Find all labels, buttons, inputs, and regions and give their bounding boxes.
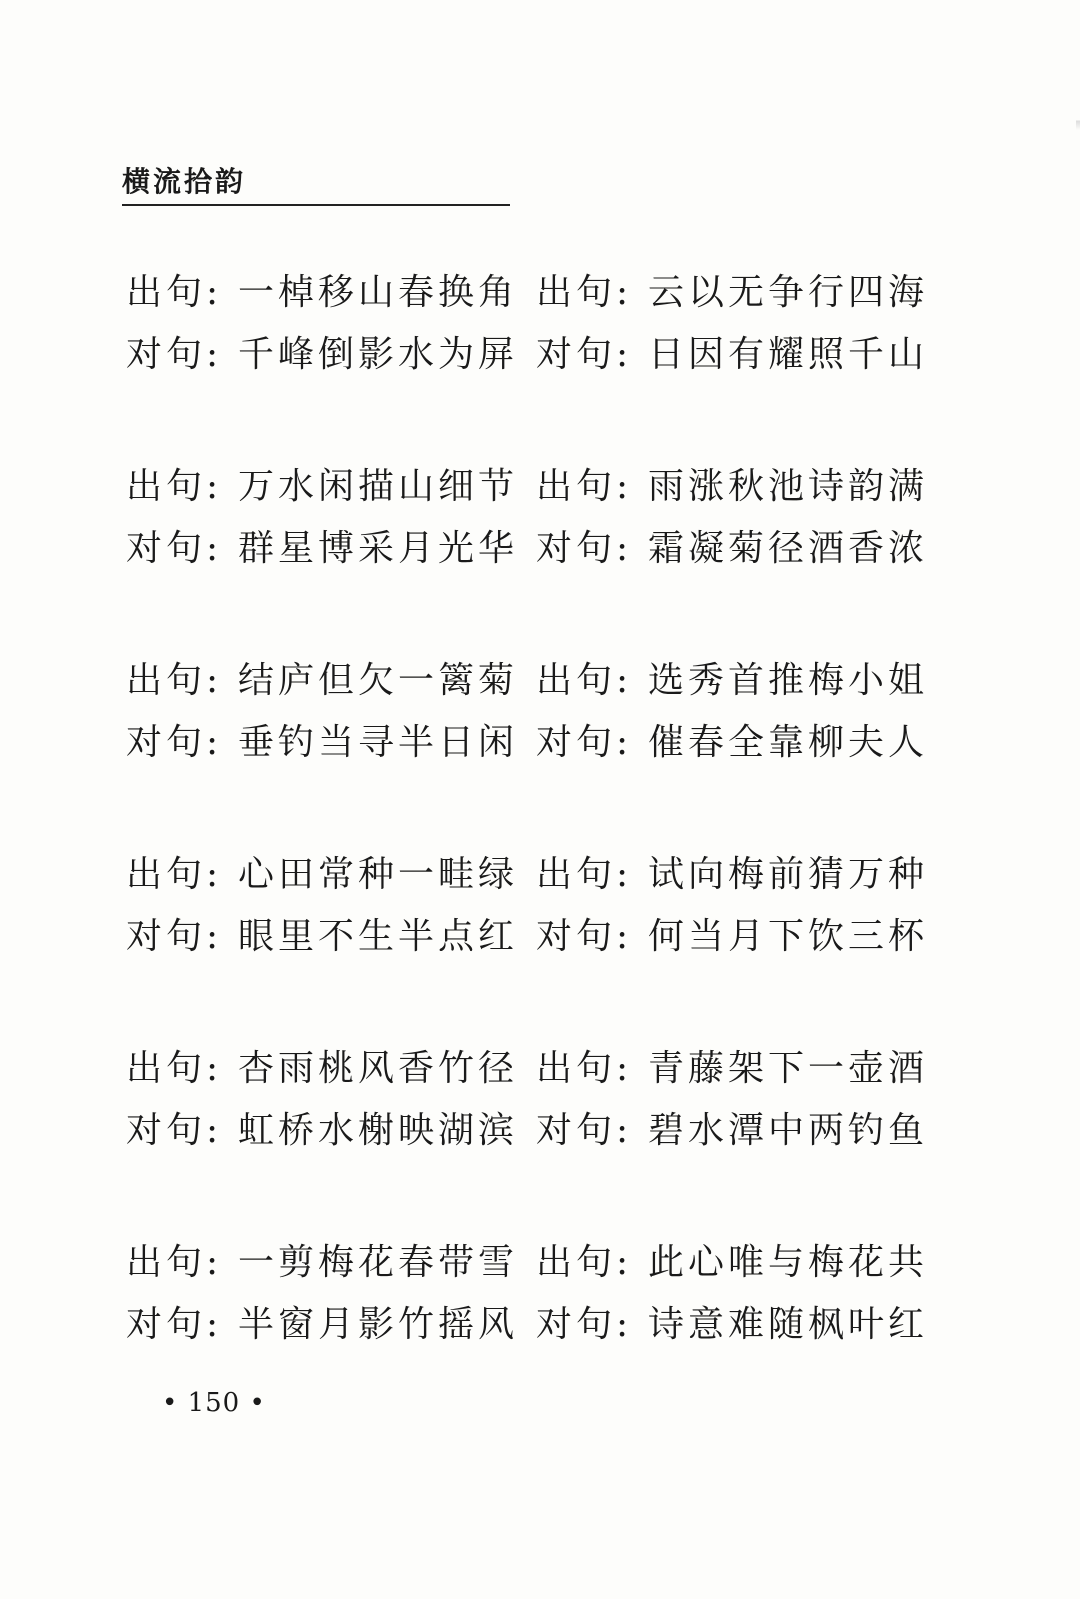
first-line-label: 出句: — [536, 1048, 633, 1089]
couplet-left — [126, 456, 536, 580]
first-line-label: 出句: — [536, 466, 633, 507]
first-line-label: 出句: — [126, 854, 223, 895]
couplet-second-line — [536, 712, 946, 774]
first-line-label: 出句: — [126, 466, 223, 507]
first-line-label: 出句: — [126, 1242, 223, 1283]
second-line-text: 眼里不生半点红 — [238, 916, 519, 957]
second-line-text: 霜凝菊径酒香浓 — [648, 528, 929, 569]
second-line-text: 碧水潭中两钓鱼 — [648, 1110, 929, 1151]
second-line-text: 群星博采月光华 — [238, 528, 519, 569]
second-line-text: 催春全靠柳夫人 — [648, 722, 929, 763]
second-line-label: 对句: — [536, 334, 633, 375]
first-line-label: 出句: — [126, 272, 223, 313]
couplet-first-line — [126, 1232, 536, 1294]
second-line-label: 对句: — [126, 916, 223, 957]
second-line-label: 对句: — [536, 1304, 633, 1345]
second-line-text: 虹桥水榭映湖滨 — [238, 1110, 519, 1151]
couplet-first-line — [536, 262, 946, 324]
first-line-label: 出句: — [536, 660, 633, 701]
second-line-label: 对句: — [126, 528, 223, 569]
second-line-text: 垂钓当寻半日闲 — [238, 722, 519, 763]
first-line-text: 此心唯与梅花共 — [648, 1242, 929, 1283]
book-title: 横流拾韵 — [122, 165, 247, 198]
couplet-second-line — [126, 906, 536, 968]
couplet-first-line — [536, 456, 946, 518]
couplet-first-line — [126, 1038, 536, 1100]
couplet-left — [126, 1232, 536, 1356]
couplet-left — [126, 650, 536, 774]
couplet-second-line — [126, 518, 536, 580]
first-line-text: 心田常种一畦绿 — [238, 854, 519, 895]
couplet-first-line — [126, 650, 536, 712]
first-line-text: 结庐但欠一篱菊 — [238, 660, 519, 701]
second-line-text: 何当月下饮三杯 — [648, 916, 929, 957]
second-line-label: 对句: — [536, 722, 633, 763]
couplet-group — [126, 1232, 946, 1356]
first-line-text: 万水闲描山细节 — [238, 466, 519, 507]
running-header — [122, 164, 510, 206]
first-line-label: 出句: — [126, 1048, 223, 1089]
first-line-label: 出句: — [126, 660, 223, 701]
second-line-label: 对句: — [536, 916, 633, 957]
couplet-first-line — [536, 844, 946, 906]
first-line-text: 试向梅前猜万种 — [648, 854, 929, 895]
first-line-label: 出句: — [536, 1242, 633, 1283]
second-line-label: 对句: — [126, 1304, 223, 1345]
second-line-label: 对句: — [126, 334, 223, 375]
couplet-second-line — [536, 518, 946, 580]
couplet-first-line — [126, 456, 536, 518]
first-line-text: 雨涨秋池诗韵满 — [648, 466, 929, 507]
second-line-label: 对句: — [536, 528, 633, 569]
couplet-group — [126, 844, 946, 968]
couplet-second-line — [536, 1294, 946, 1356]
couplet-second-line — [536, 1100, 946, 1162]
couplet-list — [126, 262, 946, 1426]
couplet-first-line — [126, 844, 536, 906]
couplet-right — [536, 650, 946, 774]
first-line-label: 出句: — [536, 272, 633, 313]
second-line-text: 千峰倒影水为屏 — [238, 334, 519, 375]
couplet-second-line — [126, 712, 536, 774]
couplet-right — [536, 262, 946, 386]
couplet-right — [536, 1038, 946, 1162]
couplet-right — [536, 1232, 946, 1356]
couplet-right — [536, 844, 946, 968]
second-line-text: 半窗月影竹摇风 — [238, 1304, 519, 1345]
couplet-second-line — [536, 324, 946, 386]
couplet-left — [126, 1038, 536, 1162]
couplet-group — [126, 456, 946, 580]
second-line-text: 日因有耀照千山 — [648, 334, 929, 375]
first-line-text: 选秀首推梅小姐 — [648, 660, 929, 701]
couplet-second-line — [536, 906, 946, 968]
first-line-text: 一棹移山春换角 — [238, 272, 519, 313]
couplet-second-line — [126, 324, 536, 386]
first-line-text: 云以无争行四海 — [648, 272, 929, 313]
second-line-text: 诗意难随枫叶红 — [648, 1304, 929, 1345]
second-line-label: 对句: — [126, 722, 223, 763]
first-line-text: 青藤架下一壶酒 — [648, 1048, 929, 1089]
second-line-label: 对句: — [126, 1110, 223, 1151]
first-line-text: 一剪梅花春带雪 — [238, 1242, 519, 1283]
couplet-group — [126, 650, 946, 774]
first-line-label: 出句: — [536, 854, 633, 895]
couplet-left — [126, 262, 536, 386]
couplet-second-line — [126, 1294, 536, 1356]
couplet-first-line — [536, 1038, 946, 1100]
couplet-first-line — [536, 650, 946, 712]
couplet-first-line — [126, 262, 536, 324]
couplet-left — [126, 844, 536, 968]
first-line-text: 杏雨桃风香竹径 — [238, 1048, 519, 1089]
couplet-group — [126, 262, 946, 386]
second-line-label: 对句: — [536, 1110, 633, 1151]
page-number: • 150 • — [162, 1388, 266, 1418]
couplet-group — [126, 1038, 946, 1162]
page-edge-scan-artifact — [1076, 0, 1080, 1599]
couplet-first-line — [536, 1232, 946, 1294]
couplet-second-line — [126, 1100, 536, 1162]
couplet-right — [536, 456, 946, 580]
